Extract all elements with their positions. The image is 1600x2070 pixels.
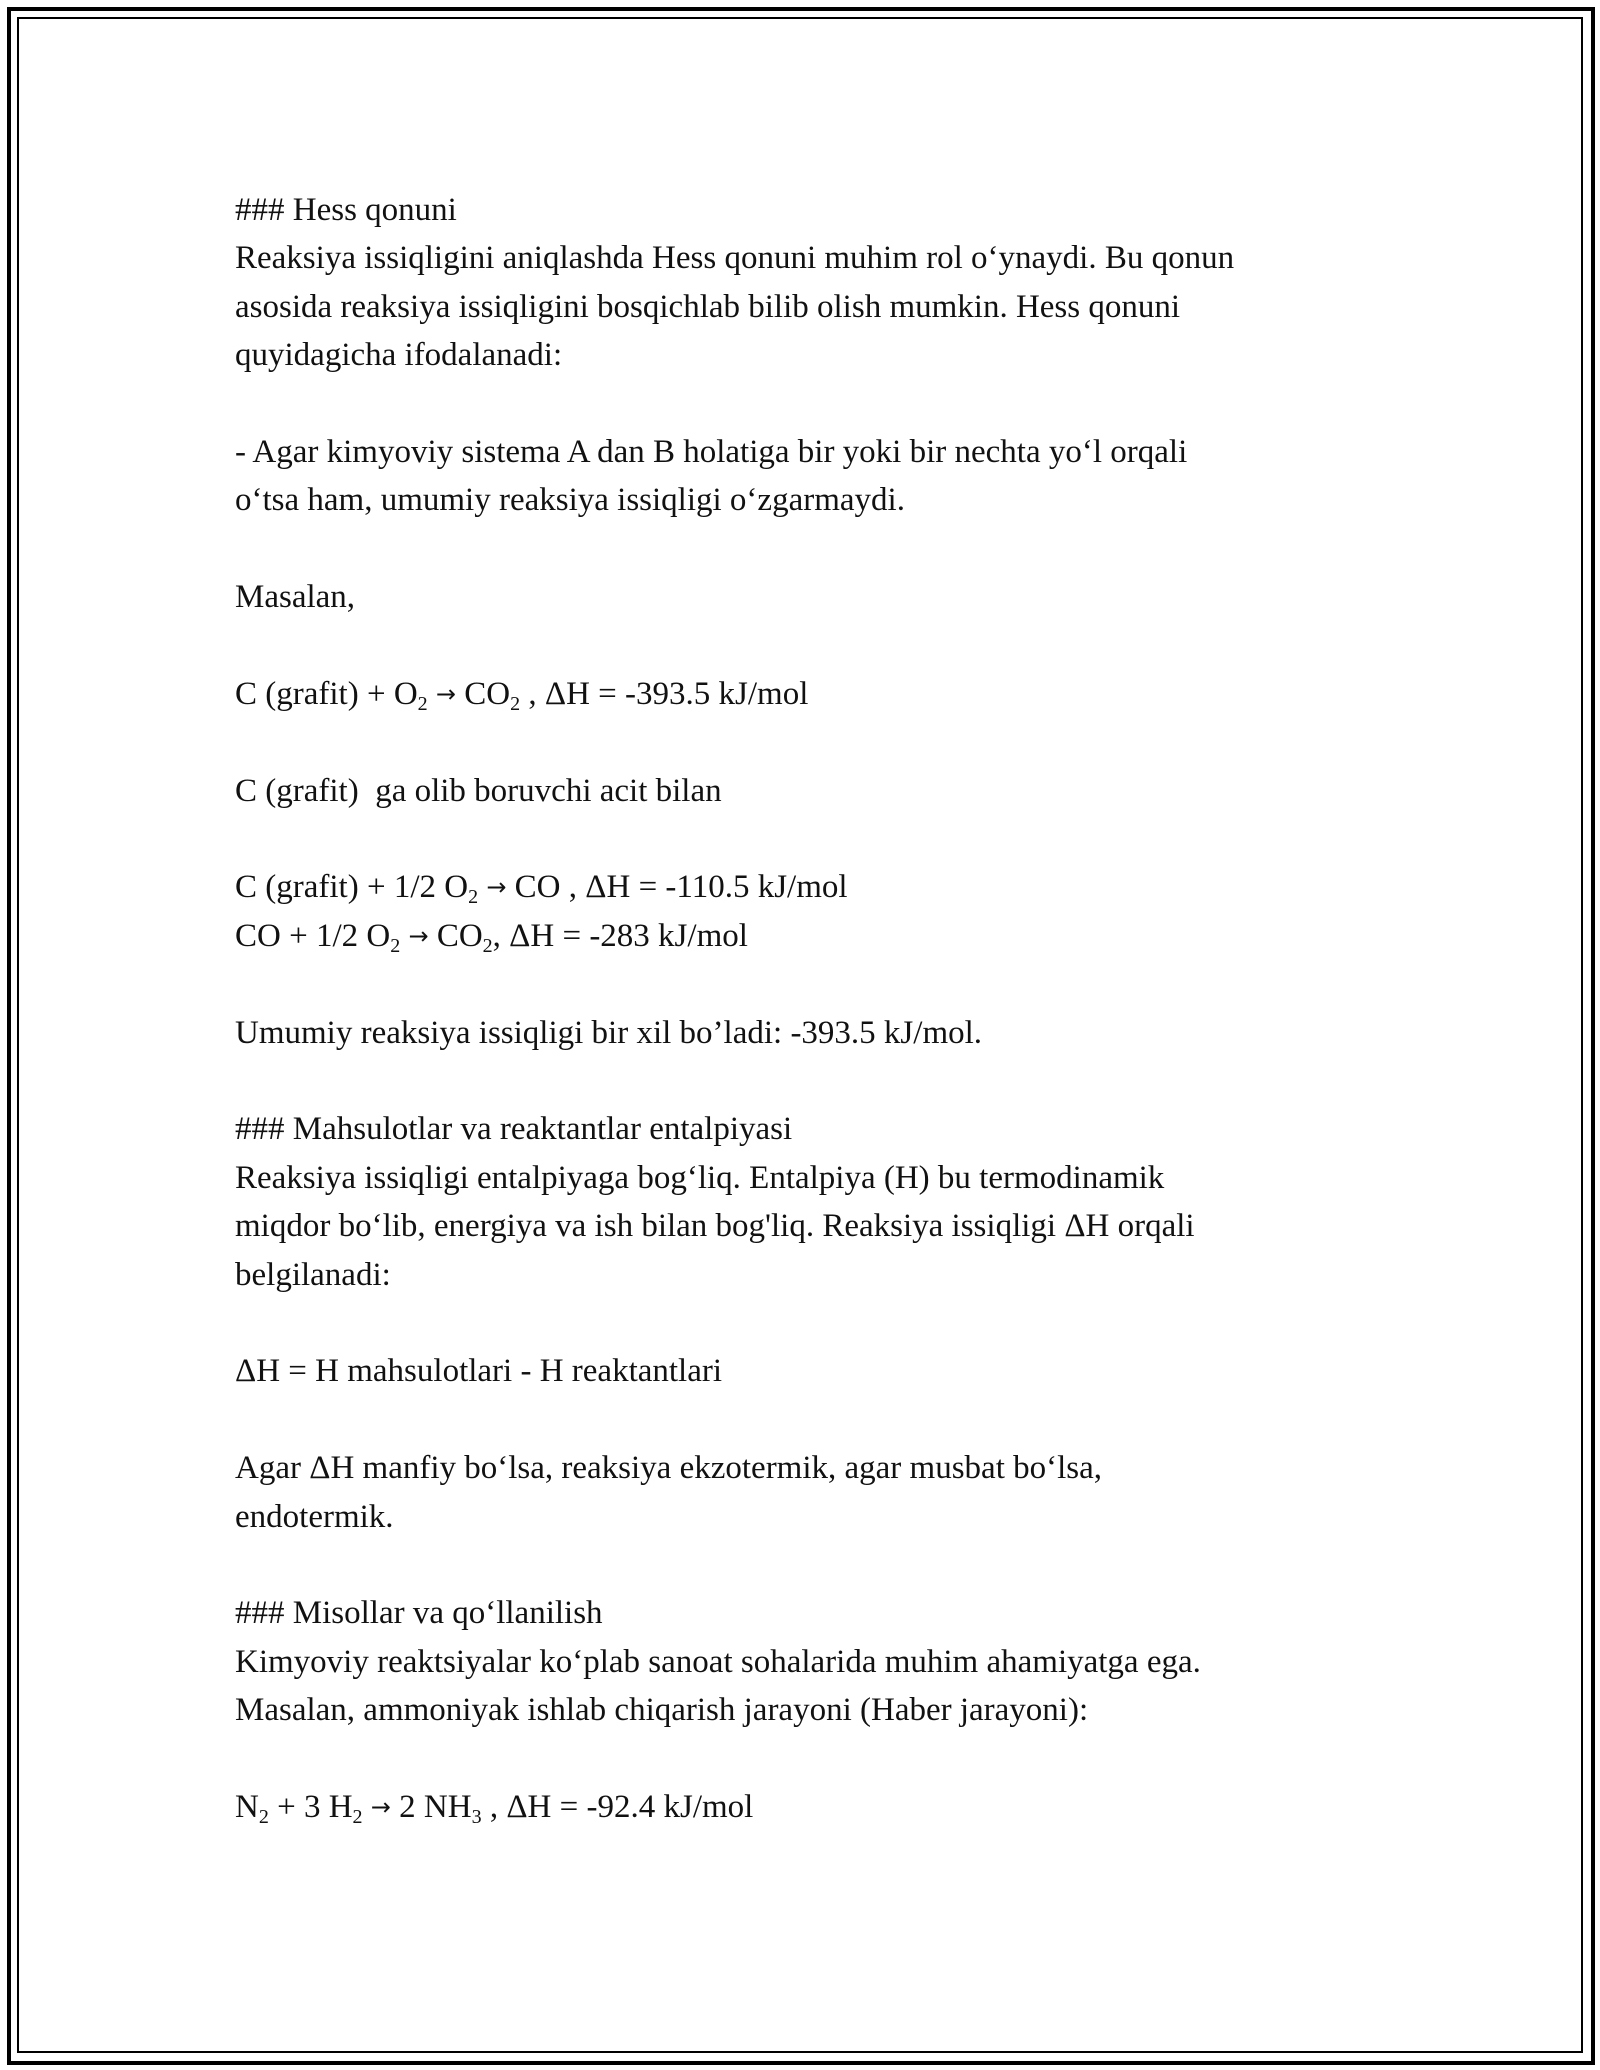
- reaction-arrow-icon: →: [408, 921, 429, 950]
- eq-subscript: 2: [510, 692, 521, 715]
- equation-graphite-combustion: [235, 670, 1365, 718]
- eq-enthalpy: , ΔH = -393.5 kJ/mol: [520, 675, 809, 712]
- eq-subscript: 2: [258, 1805, 269, 1828]
- eq-reactant: + 3 H: [268, 1788, 353, 1825]
- enthalpy-heading: ### Mahsulotlar va reaktantlar entalpiyasi: [235, 1111, 793, 1148]
- eq-product: CO: [436, 917, 483, 954]
- eq-subscript: 2: [482, 934, 493, 957]
- examples-heading: ### Misollar va qo‘llanilish: [235, 1595, 603, 1632]
- hess-bullet-line: o‘tsa ham, umumiy reaksiya issiqligi o‘zgarmaydi.: [235, 482, 905, 519]
- hess-bullet-line: - Agar kimyoviy sistema A dan B holatiga bir yoki bir nechta yo‘l orqali: [235, 433, 1188, 470]
- enthalpy-note-line: Agar ΔH manfiy bo‘lsa, reaksiya ekzotermik, agar musbat bo‘lsa,: [235, 1450, 1103, 1487]
- eq-reactants: CO + 1/2 O: [235, 917, 391, 954]
- hess-paragraph-line: asosida reaksiya issiqligini bosqichlab bilib olish mumkin. Hess qonuni: [235, 288, 1181, 325]
- eq-enthalpy: , ΔH = -92.4 kJ/mol: [481, 1788, 754, 1825]
- reaction-arrow-icon: →: [370, 1792, 391, 1821]
- eq-product: CO: [464, 675, 511, 712]
- eq-subscript: 2: [390, 934, 401, 957]
- enthalpy-paragraph-line: belgilanadi:: [235, 1256, 391, 1293]
- hess-heading: ### Hess qonuni: [235, 192, 457, 228]
- eq-subscript: 3: [471, 1805, 482, 1828]
- reaction-arrow-icon: →: [435, 679, 457, 708]
- enthalpy-paragraph-line: Reaksiya issiqligi entalpiyaga bog‘liq. Entalpiya (H) bu termodinamik: [235, 1159, 1165, 1196]
- eq-subscript: 2: [417, 692, 428, 715]
- eq-subscript: 2: [352, 1805, 363, 1828]
- eq-enthalpy: CO , ΔH = -110.5 kJ/mol: [514, 869, 848, 906]
- eq-reactants: C (grafit) + O: [235, 675, 418, 712]
- eq-enthalpy: , ΔH = -283 kJ/mol: [492, 917, 748, 954]
- eq-subscript: 2: [468, 886, 479, 909]
- enthalpy-paragraph-line: miqdor bo‘lib, energiya va ish bilan bog'liq. Reaksiya issiqligi ΔH orqali: [235, 1208, 1195, 1245]
- eq-product: 2 NH: [399, 1788, 472, 1825]
- pathway-text: C (grafit) ga olib boruvchi acit bilan: [235, 772, 722, 809]
- examples-paragraph-line: Kimyoviy reaktsiyalar ko‘plab sanoat sohalarida muhim ahamiyatga ega.: [235, 1643, 1201, 1680]
- document-body: [235, 186, 1365, 1831]
- reaction-arrow-icon: →: [486, 873, 507, 902]
- equation-step-two: [235, 912, 1365, 960]
- enthalpy-note-line: endotermik.: [235, 1498, 394, 1535]
- examples-paragraph-line: Masalan, ammoniyak ishlab chiqarish jarayoni (Haber jarayoni):: [235, 1692, 1089, 1729]
- enthalpy-formula: ΔH = H mahsulotlari - H reaktantlari: [235, 1353, 723, 1390]
- example-intro: Masalan,: [235, 579, 356, 616]
- equation-step-one: [235, 863, 1365, 911]
- hess-paragraph-line: quyidagicha ifodalanadi:: [235, 337, 563, 374]
- eq-reactant: N: [235, 1788, 259, 1825]
- equation-haber-process: [235, 1783, 1365, 1831]
- hess-paragraph-line: Reaksiya issiqligini aniqlashda Hess qonuni muhim rol o‘ynaydi. Bu qonun: [235, 240, 1235, 277]
- total-heat-statement: Umumiy reaksiya issiqligi bir xil bo’ladi: -393.5 kJ/mol.: [235, 1014, 983, 1051]
- eq-reactants: C (grafit) + 1/2 O: [235, 869, 469, 906]
